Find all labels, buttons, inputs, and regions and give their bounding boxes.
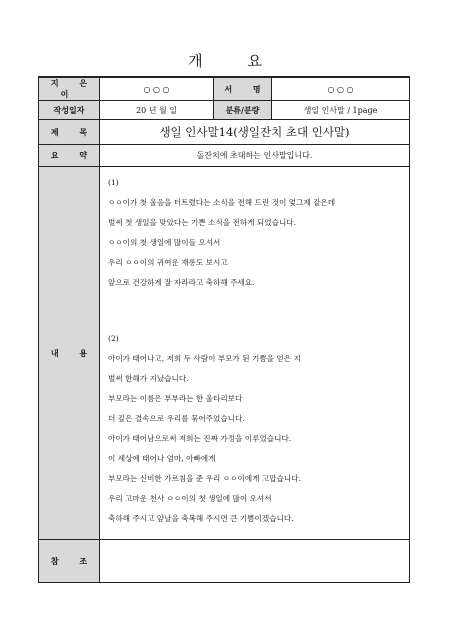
content-line: 이 세상에 태어나 엄마, 아빠에게 bbox=[108, 454, 216, 463]
content-line: 축하해 주시고 앞날을 축복해 주시면 큰 기쁨이겠습니다. bbox=[108, 514, 294, 523]
reference-value bbox=[100, 540, 410, 583]
category-label: 분류/분량 bbox=[214, 101, 272, 120]
date-label: 작성일자 bbox=[39, 101, 100, 120]
content-body bbox=[100, 167, 410, 540]
page-title: 개 요 bbox=[188, 52, 282, 70]
signer-value: ○ ○ ○ bbox=[272, 77, 410, 101]
content-label: 내 용 bbox=[39, 167, 100, 540]
signer-label: 서 명 bbox=[214, 77, 272, 101]
content-line: ㅇㅇ이의 첫 생일에 많이들 오셔서 bbox=[108, 238, 221, 247]
subject-value: 생일 인사말14(생일잔치 초대 인사말) bbox=[100, 120, 410, 145]
content-line: 부모라는 신비한 가르침을 준 우리 ㅇㅇ이에게 고맙습니다. bbox=[108, 474, 301, 483]
content-line: 아이가 태어남으로써 저희는 진짜 가정을 이루었습니다. bbox=[108, 434, 292, 443]
author-value: ○ ○ ○ bbox=[100, 77, 214, 101]
content-line: 벌써 첫 생일을 맞았다는 기쁜 소식을 전하게 되었습니다. bbox=[108, 218, 297, 227]
category-value: 생일 인사말 / 1page bbox=[272, 101, 410, 120]
content-line: 우리 고마운 천사 ㅇㅇ이의 첫 생일에 많이 오셔서 bbox=[108, 494, 272, 503]
reference-label: 참 조 bbox=[39, 540, 100, 583]
subject-label: 제 목 bbox=[39, 120, 100, 145]
content-line: 앞으로 건강하게 잘 자라라고 축하해 주세요. bbox=[108, 278, 255, 287]
date-value: 20 년 월 일 bbox=[100, 101, 214, 120]
content-line: 아이가 태어나고, 저희 두 사람이 부모가 된 기쁨을 얻은 지 bbox=[108, 354, 301, 363]
part2-marker: (2) bbox=[108, 334, 119, 343]
content-line: 우리 ㅇㅇ이의 귀여운 재롱도 보시고 bbox=[108, 258, 228, 267]
content-line: 부모라는 이름은 부부라는 한 울타리보다 bbox=[108, 394, 243, 403]
content-line: 벌써 한해가 지났습니다. bbox=[108, 374, 189, 383]
content-line: ㅇㅇ이가 첫 울음을 터트렸다는 소식을 전해 드린 것이 엊그제 같은데 bbox=[108, 198, 336, 207]
summary-label: 요 약 bbox=[39, 145, 100, 167]
part1-marker: (1) bbox=[108, 178, 119, 187]
content-line: 더 깊은 결속으로 우리를 묶어주었습니다. bbox=[108, 414, 245, 423]
summary-form bbox=[38, 76, 410, 583]
summary-value: 돌잔치에 초대하는 인사말입니다. bbox=[100, 145, 410, 167]
author-label: 지 은 이 bbox=[39, 77, 100, 101]
